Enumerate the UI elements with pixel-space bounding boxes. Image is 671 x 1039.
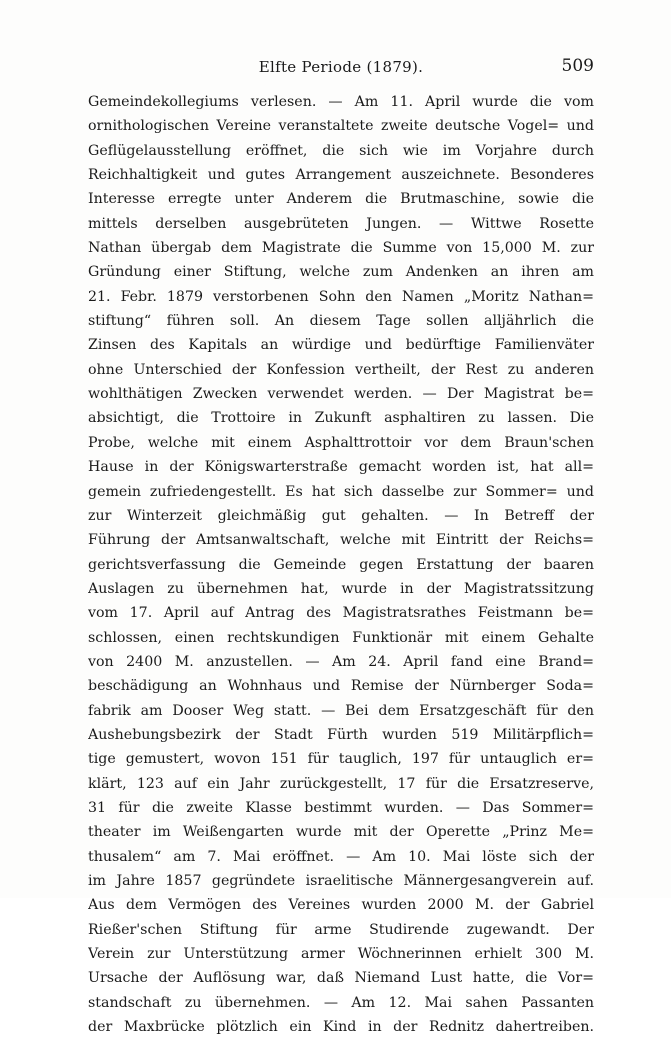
text-line: tige gemustert, wovon 151 für tauglich, 197 für untauglich er= <box>88 751 594 768</box>
text-line: Auslagen zu übernehmen hat, wurde in der Magistratssitzung <box>88 580 594 597</box>
text-line: beschädigung an Wohnhaus und Remise der Nürnberger Soda= <box>88 678 594 695</box>
text-line: ohne Unterschied der Konfession vertheilt, der Rest zu anderen <box>88 361 594 378</box>
text-line: Aus dem Vermögen des Vereines wurden 2000 M. der Gabriel <box>88 897 594 914</box>
text-line: Hause in der Königswarterstraße gemacht worden ist, hat all= <box>88 459 594 476</box>
text-line: Probe, welche mit einem Asphalttrottoir vor dem Braun'schen <box>88 434 594 451</box>
page-number: 509 <box>561 56 594 76</box>
text-line: stiftung“ führen soll. An diesem Tage sollen alljährlich die <box>88 313 594 330</box>
running-title: Elfte Periode (1879). <box>258 58 424 76</box>
text-line: 31 für die zweite Klasse bestimmt wurden. — Das Sommer= <box>88 799 594 816</box>
text-line: Aushebungsbezirk der Stadt Fürth wurden 519 Militärpflich= <box>88 726 594 743</box>
text-line: schlossen, einen rechtskundigen Funktionär mit einem Gehalte <box>88 629 594 646</box>
text-line: Reichhaltigkeit und gutes Arrangement auszeichnete. Besonderes <box>88 167 594 184</box>
text-line: klärt, 123 auf ein Jahr zurückgestellt, 17 für die Ersatzreserve, <box>88 775 594 792</box>
text-line: ornithologischen Vereine veranstaltete zweite deutsche Vogel= und <box>88 118 594 135</box>
text-line: wohlthätigen Zwecken verwendet werden. — Der Magistrat be= <box>88 386 594 403</box>
text-line: Gemeindekollegiums verlesen. — Am 11. April wurde die vom <box>88 94 594 110</box>
text-line: zur Winterzeit gleichmäßig gut gehalten. — In Betreff der <box>88 507 594 524</box>
text-line: 21. Febr. 1879 verstorbenen Sohn den Namen „Moritz Nathan= <box>88 288 594 305</box>
text-line: der Maxbrücke plötzlich ein Kind in der Rednitz dahertreiben. <box>88 1019 594 1036</box>
text-line: von 2400 M. anzustellen. — Am 24. April fand eine Brand= <box>88 653 594 670</box>
text-line: Führung der Amtsanwaltschaft, welche mit Eintritt der Reichs= <box>88 532 594 549</box>
text-line: fabrik am Dooser Weg statt. — Bei dem Ersatzgeschäft für den <box>88 702 594 719</box>
text-line: Ursache der Auflösung war, daß Niemand Lust hatte, die Vor= <box>88 970 594 987</box>
text-line: Interesse erregte unter Anderem die Brutmaschine, sowie die <box>88 191 594 208</box>
running-head <box>88 58 594 80</box>
text-line: Rießer'schen Stiftung für arme Studirende zugewandt. Der <box>88 921 594 938</box>
text-line: theater im Weißengarten wurde mit der Operette „Prinz Me= <box>88 824 594 841</box>
text-line: vom 17. April auf Antrag des Magistratsrathes Feistmann be= <box>88 605 594 622</box>
text-line: Gründung einer Stiftung, welche zum Andenken an ihren am <box>88 264 594 281</box>
text-line: mittels derselben ausgebrüteten Jungen. — Wittwe Rosette <box>88 215 594 232</box>
text-line: thusalem“ am 7. Mai eröffnet. — Am 10. Mai löste sich der <box>88 848 594 865</box>
text-line: Geflügelausstellung eröffnet, die sich wie im Vorjahre durch <box>88 142 594 159</box>
text-line: Verein zur Unterstützung armer Wöchnerinnen erhielt 300 M. <box>88 946 594 963</box>
text-line: im Jahre 1857 gegründete israelitische Männergesangverein auf. <box>88 873 594 889</box>
text-line: Nathan übergab dem Magistrate die Summe von 15,000 M. zur <box>88 240 594 257</box>
text-line: gemein zufriedengestellt. Es hat sich dasselbe zur Sommer= und <box>88 483 594 500</box>
text-line: gerichtsverfassung die Gemeinde gegen Erstattung der baaren <box>88 556 594 573</box>
text-line: standschaft zu übernehmen. — Am 12. Mai sahen Passanten <box>88 994 594 1011</box>
text-line: absichtigt, die Trottoire in Zukunft asphaltiren zu lassen. Die <box>88 410 594 427</box>
text-line: Zinsen des Kapitals an würdige und bedürftige Familienväter <box>88 337 594 354</box>
body-text <box>88 90 594 1039</box>
